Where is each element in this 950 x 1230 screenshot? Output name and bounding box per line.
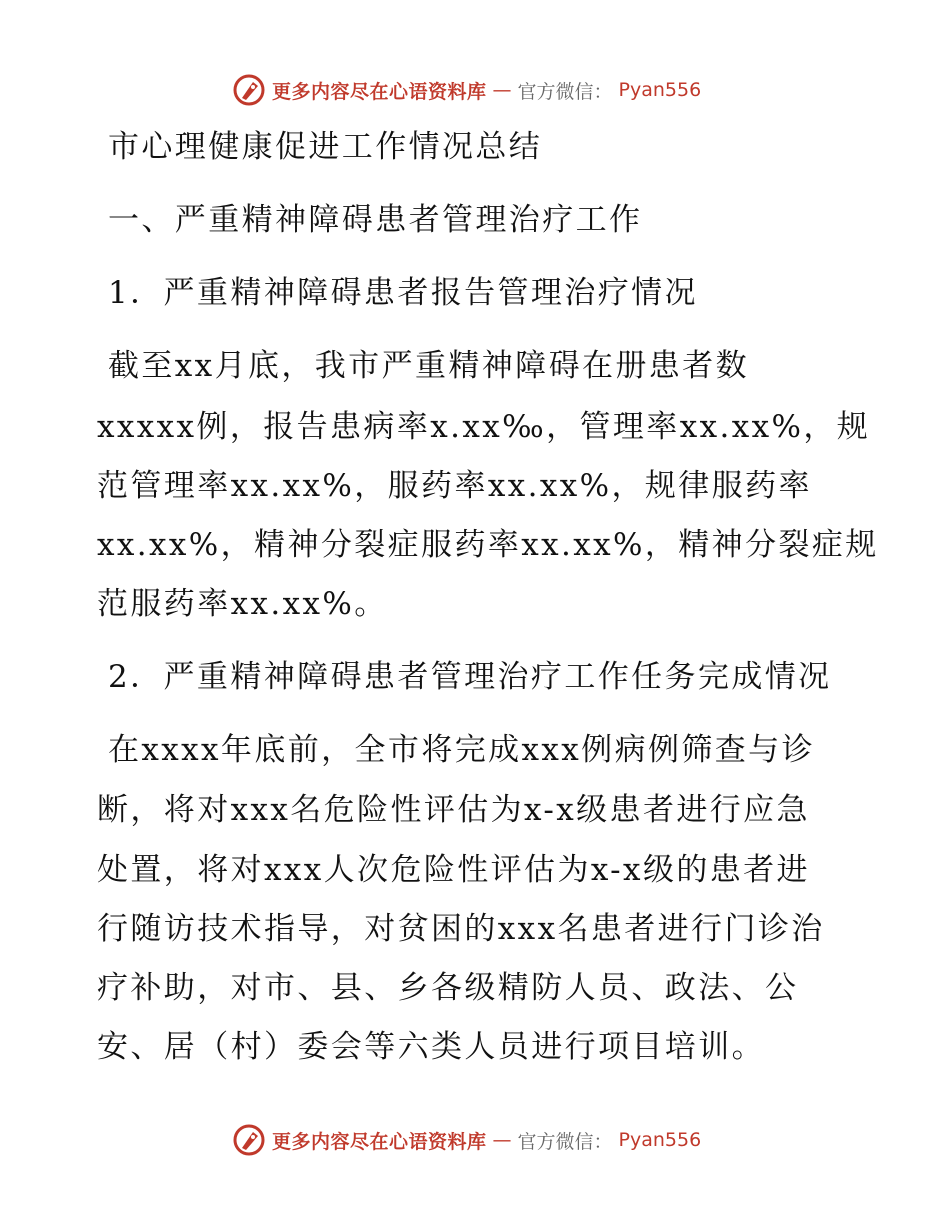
watermark-separator: — bbox=[492, 79, 512, 101]
watermark-label: 官方微信： bbox=[517, 1130, 613, 1153]
paragraph-2-line: 断，将对xxx名危险性评估为x-x级患者进行应急 bbox=[97, 792, 810, 828]
paragraph-2-line: 在xxxx年底前，全市将完成xxx例病例筛查与诊 bbox=[108, 732, 815, 768]
watermark-account: Pyan556 bbox=[618, 79, 702, 101]
document-title: 市心理健康促进工作情况总结 bbox=[108, 129, 543, 165]
paragraph-1-line: xx.xx%，精神分裂症服药率xx.xx%，精神分裂症规 bbox=[97, 527, 879, 563]
header-watermark bbox=[232, 70, 712, 110]
watermark-label: 官方微信： bbox=[517, 80, 613, 103]
pen-nib-logo-icon bbox=[232, 73, 266, 107]
footer-watermark bbox=[232, 1120, 712, 1160]
subsection-heading-2: 2．严重精神障碍患者管理治疗工作任务完成情况 bbox=[108, 659, 832, 695]
pen-nib-logo-icon bbox=[232, 1123, 266, 1157]
paragraph-2-line: 疗补助，对市、县、乡各级精防人员、政法、公 bbox=[97, 970, 799, 1006]
paragraph-1-line: 范服药率xx.xx%。 bbox=[97, 586, 388, 622]
paragraph-2-line: 安、居（村）委会等六类人员进行项目培训。 bbox=[97, 1029, 765, 1065]
watermark-brand-text: 更多内容尽在心语资料库 bbox=[272, 80, 487, 103]
watermark-account: Pyan556 bbox=[618, 1129, 702, 1151]
watermark-brand-text: 更多内容尽在心语资料库 bbox=[272, 1130, 487, 1153]
paragraph-1-line: 截至xx月底，我市严重精神障碍在册患者数 bbox=[108, 348, 749, 384]
paragraph-1-line: xxxxx例，报告患病率x.xx‰，管理率xx.xx%，规 bbox=[97, 409, 871, 445]
paragraph-2-line: 处置，将对xxx人次危险性评估为x-x级的患者进 bbox=[97, 852, 810, 888]
subsection-heading-1: 1．严重精神障碍患者报告管理治疗情况 bbox=[108, 275, 698, 311]
section-heading-1: 一、严重精神障碍患者管理治疗工作 bbox=[108, 202, 643, 238]
watermark-separator: — bbox=[492, 1129, 512, 1151]
paragraph-2-line: 行随访技术指导，对贫困的xxx名患者进行门诊治 bbox=[97, 911, 825, 947]
paragraph-1-line: 范管理率xx.xx%，服药率xx.xx%，规律服药率 bbox=[97, 468, 812, 504]
